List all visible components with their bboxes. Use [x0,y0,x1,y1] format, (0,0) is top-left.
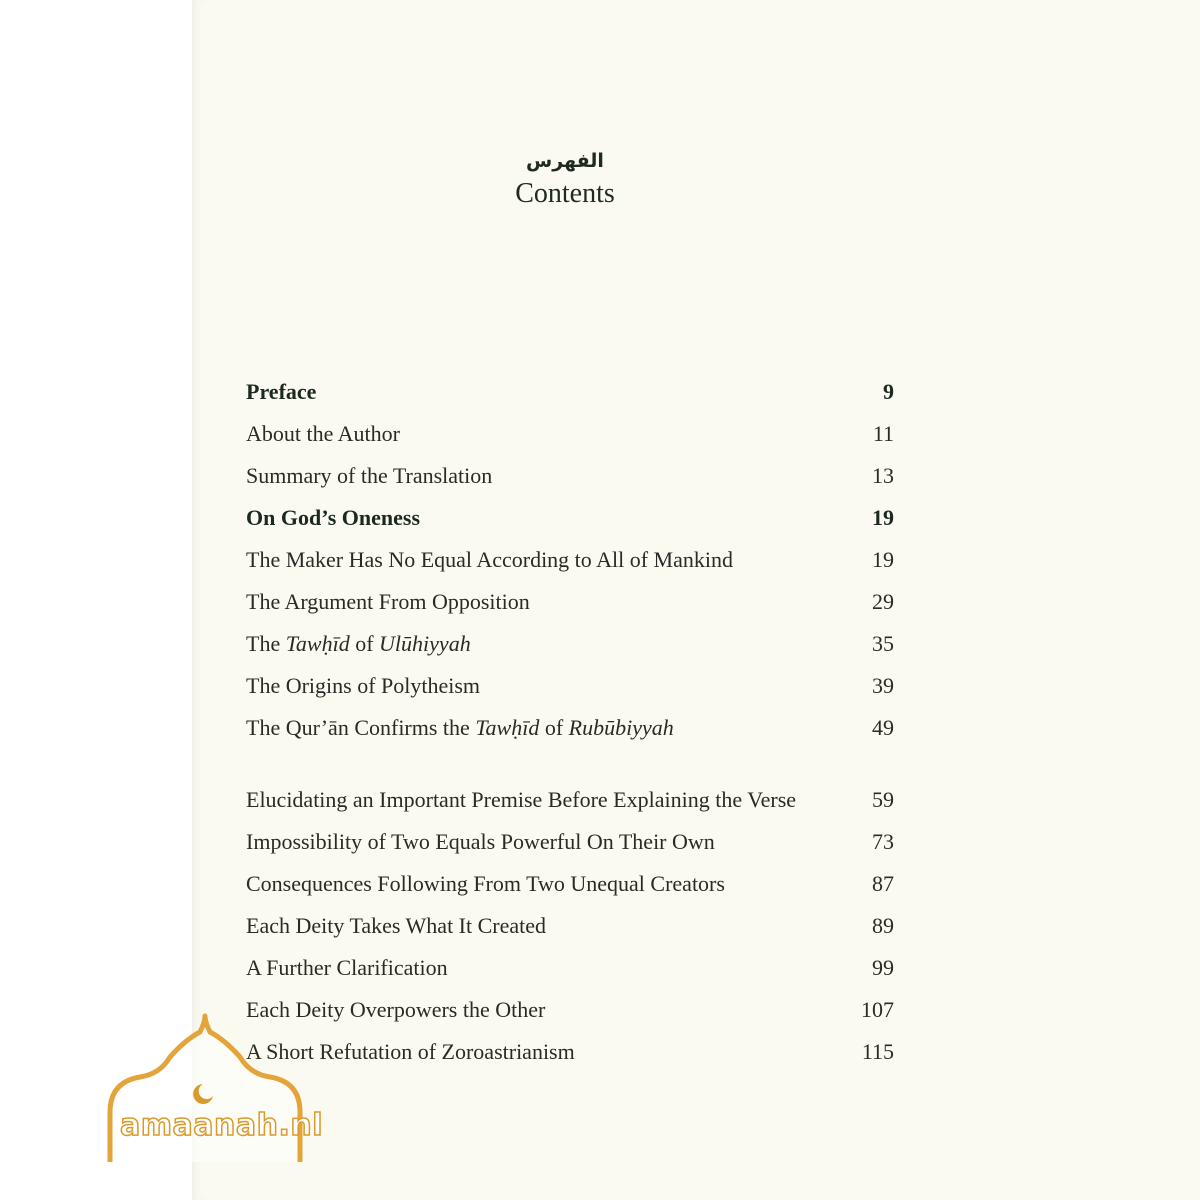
toc-entry-page: 11 [872,421,894,446]
toc-entry-title: The Argument From Opposition [246,589,530,614]
title-italic: Tawḥīd [285,631,350,656]
toc-entry-page: 29 [872,589,894,614]
toc-entry-title: A Short Refutation of Zoroastrianism [246,1039,575,1064]
toc-entry-gods-oneness [246,496,894,538]
toc-entry-title [246,629,471,664]
watermark-text: amaanah.nl [120,1108,323,1143]
watermark-logo [100,1012,310,1172]
toc-entry-title: Consequences Following From Two Unequal Creators [246,871,725,896]
toc-entry-two-equals [246,820,894,862]
toc-entry-title: Each Deity Overpowers the Other [246,997,546,1022]
toc-entry-page: 49 [872,715,894,740]
book-page [192,0,1200,1200]
toc-entry-preface [246,370,894,412]
toc-entry-title: A Further Clarification [246,955,448,980]
toc-entry-page: 89 [872,913,894,938]
table-of-contents [246,370,894,1072]
toc-entry-title: About the Author [246,421,400,446]
toc-entry-title: Elucidating an Important Premise Before Explaining the Verse [246,787,797,812]
toc-entry-page: 39 [872,673,894,698]
title-italic: Tawḥīd [475,715,540,740]
toc-entry-page: 115 [861,1039,894,1064]
toc-entry-title [246,713,674,748]
toc-entry-summary [246,454,894,496]
toc-entry-title: Preface [246,379,317,404]
arabic-heading: الفهرس [526,150,604,172]
toc-entry-page: 59 [872,787,894,812]
toc-entry-maker-no-equal [246,538,894,580]
title-italic: Ulūhiyyah [379,631,471,656]
toc-entry-title: Each Deity Takes What It Created [246,913,547,938]
toc-entry-quran-confirms [246,706,894,748]
toc-entry-title: Summary of the Translation [246,463,493,488]
page-title: Contents [515,178,615,209]
toc-entry-title: Impossibility of Two Equals Powerful On Their Own [246,829,715,854]
toc-entry-page: 35 [872,631,894,656]
title-text: The Qur’ān Confirms the [246,715,476,740]
toc-entry-zoroastrianism [246,1030,894,1072]
title-text: of [349,631,380,656]
toc-entry-page: 87 [872,871,894,896]
toc-entry-elucidating-premise [246,748,894,820]
title-text: of [539,715,569,740]
toc-entry-page: 19 [872,505,894,530]
toc-entry-further-clarification [246,946,894,988]
toc-entry-unequal-creators [246,862,894,904]
toc-entry-page: 19 [872,547,894,572]
toc-entry-title: The Maker Has No Equal According to All of Mankind [246,547,733,572]
toc-entry-page: 9 [883,379,894,404]
title-text: The [246,631,286,656]
toc-entry-page: 107 [861,997,894,1022]
title-italic: Rubūbiyyah [568,715,674,740]
toc-entry-deity-takes [246,904,894,946]
toc-entry-deity-overpowers [246,988,894,1030]
toc-entry-argument-opposition [246,580,894,622]
toc-entry-tawhid-uluhiyyah [246,622,894,664]
toc-entry-page: 99 [872,955,894,980]
toc-entry-page: 13 [872,463,894,488]
toc-entry-title: The Origins of Polytheism [246,673,481,698]
toc-entry-about-author [246,412,894,454]
toc-entry-page: 73 [872,829,894,854]
toc-entry-origins-polytheism [246,664,894,706]
toc-entry-title: On God’s Oneness [246,505,421,530]
